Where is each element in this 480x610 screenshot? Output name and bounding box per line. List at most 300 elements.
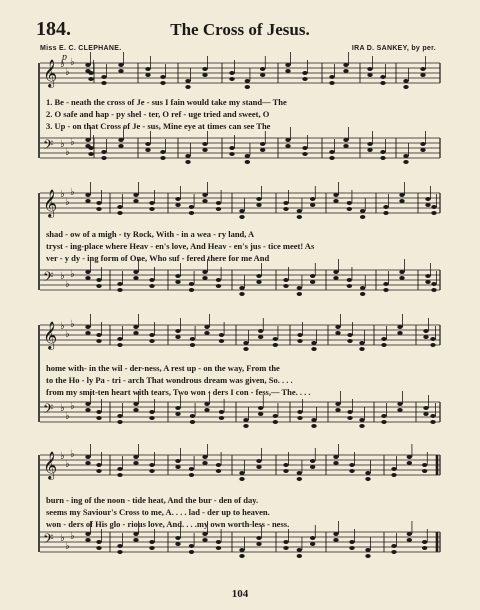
- note-head: [96, 339, 101, 343]
- flat-icon: ♭: [60, 189, 65, 200]
- note-head: [349, 540, 354, 544]
- note-head: [283, 278, 288, 282]
- note-head: [333, 455, 338, 459]
- note-head: [96, 278, 101, 282]
- note-head: [283, 201, 288, 205]
- note-head: [425, 274, 430, 278]
- author-credit: Miss E. C. CLEPHANE.: [40, 45, 122, 52]
- note-head: [420, 73, 425, 77]
- note-head: [175, 335, 180, 339]
- note-head: [219, 339, 224, 343]
- note-head: [245, 160, 250, 164]
- note-head: [258, 406, 263, 410]
- flat-icon: ♭: [70, 137, 75, 148]
- note-head: [229, 146, 234, 150]
- note-head: [399, 193, 404, 197]
- note-head: [285, 69, 290, 73]
- flat-icon: ♭: [65, 279, 70, 290]
- note-head: [149, 284, 154, 288]
- note-head: [283, 463, 288, 467]
- note-head: [430, 337, 435, 341]
- treble-clef-icon: 𝄞: [43, 321, 58, 349]
- note-head: [239, 292, 244, 296]
- note-head: [101, 150, 106, 154]
- note-head: [85, 532, 90, 536]
- note-head: [133, 402, 138, 406]
- note-head: [133, 408, 138, 412]
- note-head: [202, 199, 207, 203]
- note-head: [117, 550, 122, 554]
- note-head: [243, 424, 248, 428]
- note-head: [149, 333, 154, 337]
- note-head: [189, 211, 194, 215]
- note-head: [403, 154, 408, 158]
- note-head: [245, 85, 250, 89]
- note-head: [118, 63, 123, 67]
- note-head: [407, 455, 412, 459]
- note-head: [189, 550, 194, 554]
- note-head: [359, 341, 364, 345]
- hymn-number: 184.: [36, 18, 71, 40]
- note-head: [273, 420, 278, 424]
- note-head: [85, 63, 90, 67]
- note-head: [245, 154, 250, 158]
- note-head: [101, 81, 106, 85]
- note-head: [88, 77, 93, 81]
- flat-icon: ♭: [65, 459, 70, 470]
- note-head: [302, 77, 307, 81]
- flat-icon: ♭: [70, 57, 75, 68]
- note-head: [343, 138, 348, 142]
- lyrics-system-3: [46, 362, 438, 398]
- note-head: [333, 461, 338, 465]
- note-head: [349, 463, 354, 467]
- note-head: [310, 536, 315, 540]
- note-head: [96, 207, 101, 211]
- note-head: [430, 414, 435, 418]
- note-head: [381, 420, 386, 424]
- note-head: [133, 455, 138, 459]
- note-head: [149, 207, 154, 211]
- note-head: [149, 278, 154, 282]
- note-head: [397, 331, 402, 335]
- note-head: [311, 418, 316, 422]
- note-head: [297, 333, 302, 337]
- note-head: [202, 67, 207, 71]
- note-head: [391, 544, 396, 548]
- note-head: [85, 325, 90, 329]
- note-head: [260, 142, 265, 146]
- note-head: [343, 69, 348, 73]
- note-head: [302, 71, 307, 75]
- note-head: [145, 142, 150, 146]
- note-head: [391, 473, 396, 477]
- note-head: [216, 463, 221, 467]
- note-head: [399, 270, 404, 274]
- note-head: [347, 339, 352, 343]
- note-head: [273, 337, 278, 341]
- note-head: [258, 329, 263, 333]
- note-head: [335, 408, 340, 412]
- note-head: [297, 215, 302, 219]
- note-head: [430, 343, 435, 347]
- flat-icon: ♭: [65, 147, 70, 158]
- note-head: [310, 274, 315, 278]
- note-head: [335, 331, 340, 335]
- note-head: [239, 477, 244, 481]
- note-head: [329, 150, 334, 154]
- note-head: [88, 152, 93, 156]
- note-head: [204, 402, 209, 406]
- note-head: [160, 150, 165, 154]
- note-head: [391, 550, 396, 554]
- note-head: [256, 536, 261, 540]
- note-head: [149, 540, 154, 544]
- note-head: [360, 286, 365, 290]
- flat-icon: ♭: [70, 401, 75, 412]
- note-head: [117, 467, 122, 471]
- note-head: [365, 554, 370, 558]
- lyrics-system-1: [46, 96, 438, 132]
- lyric-line: 3. Up - on that Cross of Je - sus, Mine eye at times can see The: [46, 121, 271, 131]
- note-head: [190, 414, 195, 418]
- note-head: [202, 270, 207, 274]
- note-head: [422, 540, 427, 544]
- note-head: [347, 278, 352, 282]
- lyric-line: burn - ing of the noon - tide heat, And the bur - den of day.: [46, 495, 259, 505]
- flat-icon: ♭: [60, 271, 65, 282]
- lyric-line: 1. Be - neath the cross of Je - sus I fain would take my stand— The: [46, 97, 287, 107]
- note-head: [239, 215, 244, 219]
- note-head: [96, 201, 101, 205]
- note-head: [302, 146, 307, 150]
- note-head: [399, 276, 404, 280]
- note-head: [149, 463, 154, 467]
- note-head: [85, 331, 90, 335]
- note-head: [189, 288, 194, 292]
- note-head: [202, 73, 207, 77]
- note-head: [96, 463, 101, 467]
- note-head: [310, 197, 315, 201]
- note-head: [329, 81, 334, 85]
- note-head: [239, 471, 244, 475]
- flat-icon: ♭: [65, 67, 70, 78]
- note-head: [359, 418, 364, 422]
- note-head: [149, 201, 154, 205]
- note-head: [260, 73, 265, 77]
- note-head: [204, 325, 209, 329]
- note-head: [216, 207, 221, 211]
- note-head: [403, 85, 408, 89]
- note-head: [175, 329, 180, 333]
- note-head: [310, 459, 315, 463]
- note-head: [85, 402, 90, 406]
- flat-icon: ♭: [70, 449, 75, 460]
- note-head: [420, 148, 425, 152]
- note-head: [117, 288, 122, 292]
- lyrics-system-4: [46, 494, 438, 530]
- note-head: [96, 410, 101, 414]
- note-head: [311, 341, 316, 345]
- note-head: [88, 146, 93, 150]
- note-head: [216, 540, 221, 544]
- note-head: [365, 471, 370, 475]
- note-head: [349, 469, 354, 473]
- note-head: [190, 343, 195, 347]
- note-head: [431, 282, 436, 286]
- note-head: [283, 469, 288, 473]
- note-head: [96, 416, 101, 420]
- note-head: [85, 276, 90, 280]
- note-head: [175, 203, 180, 207]
- note-head: [380, 150, 385, 154]
- note-head: [425, 280, 430, 284]
- note-head: [133, 325, 138, 329]
- note-head: [204, 408, 209, 412]
- note-head: [297, 410, 302, 414]
- note-head: [425, 197, 430, 201]
- note-head: [431, 288, 436, 292]
- note-head: [285, 63, 290, 67]
- note-head: [149, 546, 154, 550]
- lyric-line: tryst - ing-place where Heav - en's love, And Heav - en's jus - tice meet! As: [46, 241, 315, 251]
- note-head: [85, 461, 90, 465]
- composer-credit: IRA D. SANKEY, by per.: [351, 45, 436, 52]
- note-head: [407, 532, 412, 536]
- bass-clef-icon: 𝄢: [43, 269, 54, 288]
- flat-icon: ♭: [65, 541, 70, 552]
- note-head: [329, 156, 334, 160]
- note-head: [367, 67, 372, 71]
- note-head: [258, 335, 263, 339]
- note-head: [423, 329, 428, 333]
- note-head: [311, 424, 316, 428]
- note-head: [133, 270, 138, 274]
- note-head: [311, 347, 316, 351]
- note-head: [117, 414, 122, 418]
- note-head: [216, 201, 221, 205]
- note-head: [190, 337, 195, 341]
- flat-icon: ♭: [70, 269, 75, 280]
- note-head: [216, 278, 221, 282]
- note-head: [160, 81, 165, 85]
- note-head: [383, 205, 388, 209]
- note-head: [189, 205, 194, 209]
- note-head: [117, 211, 122, 215]
- note-head: [383, 288, 388, 292]
- note-head: [403, 160, 408, 164]
- note-head: [204, 331, 209, 335]
- note-head: [256, 465, 261, 469]
- note-head: [260, 148, 265, 152]
- note-head: [283, 207, 288, 211]
- note-head: [297, 554, 302, 558]
- note-head: [118, 138, 123, 142]
- note-head: [85, 270, 90, 274]
- note-head: [85, 193, 90, 197]
- note-head: [333, 270, 338, 274]
- note-head: [359, 347, 364, 351]
- note-head: [145, 73, 150, 77]
- note-head: [347, 207, 352, 211]
- note-head: [175, 542, 180, 546]
- lyric-line: ver - y dy - ing form of One, Who suf - fered there for me And: [46, 253, 270, 263]
- flat-icon: ♭: [70, 531, 75, 542]
- note-head: [149, 469, 154, 473]
- note-head: [285, 138, 290, 142]
- note-head: [85, 138, 90, 142]
- note-head: [96, 333, 101, 337]
- note-head: [117, 544, 122, 548]
- note-head: [310, 542, 315, 546]
- note-head: [283, 284, 288, 288]
- note-head: [420, 67, 425, 71]
- note-head: [423, 406, 428, 410]
- note-head: [256, 280, 261, 284]
- note-head: [425, 203, 430, 207]
- lyric-line: to the Ho - ly Pa - tri - arch That wondrous dream was given, So. . . .: [46, 375, 293, 385]
- note-head: [343, 63, 348, 67]
- note-head: [160, 156, 165, 160]
- note-head: [117, 343, 122, 347]
- note-head: [256, 274, 261, 278]
- note-head: [310, 280, 315, 284]
- note-head: [297, 339, 302, 343]
- note-head: [423, 335, 428, 339]
- note-head: [347, 201, 352, 205]
- note-head: [360, 209, 365, 213]
- bass-clef-icon: 𝄢: [43, 137, 54, 156]
- note-head: [175, 536, 180, 540]
- lyric-line: seems my Saviour's Cross to me, A. . . . lad - der up to heaven.: [46, 507, 270, 517]
- note-head: [391, 467, 396, 471]
- note-head: [273, 414, 278, 418]
- note-head: [383, 282, 388, 286]
- flat-icon: ♭: [60, 533, 65, 544]
- note-head: [175, 406, 180, 410]
- note-head: [297, 548, 302, 552]
- note-head: [202, 461, 207, 465]
- note-head: [359, 424, 364, 428]
- note-head: [117, 473, 122, 477]
- note-head: [88, 71, 93, 75]
- flat-icon: ♭: [65, 411, 70, 422]
- note-head: [133, 538, 138, 542]
- note-head: [347, 410, 352, 414]
- note-head: [85, 538, 90, 542]
- page-number: 104: [231, 588, 249, 600]
- note-head: [258, 412, 263, 416]
- note-head: [397, 408, 402, 412]
- note-head: [380, 81, 385, 85]
- note-head: [403, 79, 408, 83]
- note-head: [430, 420, 435, 424]
- flat-icon: ♭: [60, 451, 65, 462]
- note-head: [202, 193, 207, 197]
- note-head: [190, 420, 195, 424]
- note-head: [380, 156, 385, 160]
- note-head: [118, 144, 123, 148]
- note-head: [85, 455, 90, 459]
- flat-icon: ♭: [60, 139, 65, 150]
- lyrics-system-2: [46, 228, 438, 264]
- note-head: [239, 554, 244, 558]
- note-head: [133, 276, 138, 280]
- note-head: [420, 142, 425, 146]
- flat-icon: ♭: [65, 197, 70, 208]
- note-head: [360, 292, 365, 296]
- bass-clef-icon: 𝄢: [43, 401, 54, 420]
- note-head: [149, 339, 154, 343]
- note-head: [117, 205, 122, 209]
- note-head: [101, 156, 106, 160]
- note-head: [96, 284, 101, 288]
- note-head: [283, 546, 288, 550]
- note-head: [333, 538, 338, 542]
- note-head: [283, 540, 288, 544]
- note-head: [297, 471, 302, 475]
- note-head: [343, 144, 348, 148]
- note-head: [175, 280, 180, 284]
- note-head: [422, 463, 427, 467]
- note-head: [117, 282, 122, 286]
- note-head: [256, 197, 261, 201]
- note-head: [189, 282, 194, 286]
- note-head: [273, 343, 278, 347]
- note-head: [381, 337, 386, 341]
- note-head: [149, 410, 154, 414]
- note-head: [333, 276, 338, 280]
- note-head: [347, 284, 352, 288]
- note-head: [333, 193, 338, 197]
- bass-clef-icon: 𝄢: [43, 531, 54, 550]
- note-head: [133, 532, 138, 536]
- note-head: [175, 197, 180, 201]
- note-head: [397, 325, 402, 329]
- note-head: [202, 148, 207, 152]
- lyric-line: won - ders of His glo - rious love, And. . . .my own worth-less - ness.: [46, 519, 290, 529]
- flat-icon: ♭: [65, 329, 70, 340]
- flat-icon: ♭: [60, 321, 65, 332]
- note-head: [133, 331, 138, 335]
- note-head: [202, 276, 207, 280]
- note-head: [329, 75, 334, 79]
- note-head: [101, 75, 106, 79]
- note-head: [175, 274, 180, 278]
- note-head: [399, 199, 404, 203]
- note-head: [297, 477, 302, 481]
- note-head: [397, 402, 402, 406]
- note-head: [118, 69, 123, 73]
- note-head: [145, 148, 150, 152]
- note-head: [243, 347, 248, 351]
- lyric-line: 2. O safe and hap - py shel - ter, O ref - uge tried and sweet, O: [46, 109, 270, 119]
- note-head: [160, 75, 165, 79]
- note-head: [297, 209, 302, 213]
- note-head: [229, 152, 234, 156]
- note-head: [216, 469, 221, 473]
- note-head: [422, 469, 427, 473]
- note-head: [302, 152, 307, 156]
- note-head: [347, 333, 352, 337]
- note-head: [216, 546, 221, 550]
- note-head: [333, 532, 338, 536]
- note-head: [365, 477, 370, 481]
- note-head: [85, 408, 90, 412]
- note-head: [185, 154, 190, 158]
- note-head: [239, 286, 244, 290]
- note-head: [133, 199, 138, 203]
